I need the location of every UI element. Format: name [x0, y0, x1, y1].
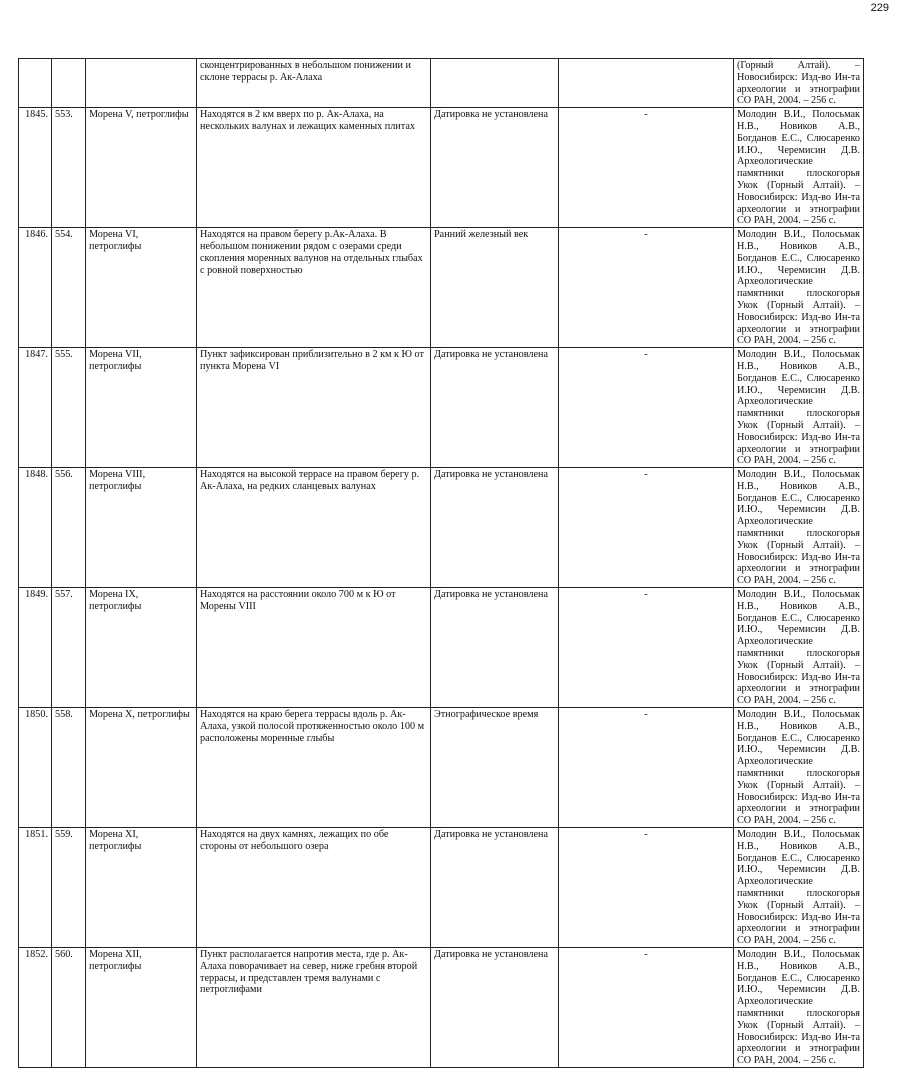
cell-description: Находятся на двух камнях, лежащих по обе стороны от небольшого озера [197, 828, 431, 948]
cell-dating: Датировка не установлена [431, 348, 559, 468]
table-row [19, 108, 864, 228]
cell-dash: - [559, 947, 734, 1067]
cell-name: Морена VII, петроглифы [86, 348, 197, 468]
cell-name: Морена XI, петроглифы [86, 828, 197, 948]
cell-subnum: 555. [52, 348, 86, 468]
cell-num: 1852. [19, 947, 52, 1067]
cell-description: Находятся на высокой террасе на правом берегу р. Ак-Алаха, на редких сланцевых валунах [197, 468, 431, 588]
cell-dash: - [559, 348, 734, 468]
cell-description: Пункт располагается напротив места, где р. Ак-Алаха поворачивает на север, ниже гребня второй террасы, и представлен тремя валунами с петроглифами [197, 947, 431, 1067]
cell-name: Морена XII, петроглифы [86, 947, 197, 1067]
cell-subnum: 556. [52, 468, 86, 588]
cell-subnum: 560. [52, 947, 86, 1067]
cell-num: 1846. [19, 228, 52, 348]
table-row [19, 228, 864, 348]
cell-dating: Этнографическое время [431, 708, 559, 828]
cell-dating: Датировка не установлена [431, 108, 559, 228]
cell-description: Находятся на правом берегу р.Ак-Алаха. В небольшом понижении рядом с озерами среди скопления моренных валунов на отдельных глыбах с ровной поверхностью [197, 228, 431, 348]
cell-num [19, 59, 52, 108]
table-row [19, 588, 864, 708]
cell-num: 1849. [19, 588, 52, 708]
cell-description: Находятся на краю берега террасы вдоль р. Ак-Алаха, узкой полосой протяженностью около 100 м расположены моренные глыбы [197, 708, 431, 828]
monuments-table [18, 58, 864, 1068]
cell-literature: (Горный Алтай). – Новосибирск: Изд-во Ин-та археологии и этнографии СО РАН, 2004. – 256 с. [734, 59, 864, 108]
table-row-continuation [19, 59, 864, 108]
cell-name: Морена VIII, петроглифы [86, 468, 197, 588]
cell-num: 1847. [19, 348, 52, 468]
cell-dating: Датировка не установлена [431, 468, 559, 588]
table-row [19, 947, 864, 1067]
cell-name: Морена IX, петроглифы [86, 588, 197, 708]
table-row [19, 348, 864, 468]
cell-literature: Молодин В.И., Полосьмак Н.В., Новиков А.В., Богданов Е.С., Слюсаренко И.Ю., Черемисин Д.В. Археологические памятники плоскогорья Укок (Горный Алтай). – Новосибирск: Изд-во Ин-та археологии и этнографии СО РАН, 2004. – 256 с. [734, 348, 864, 468]
cell-dash: - [559, 588, 734, 708]
cell-literature: Молодин В.И., Полосьмак Н.В., Новиков А.В., Богданов Е.С., Слюсаренко И.Ю., Черемисин Д.В. Археологические памятники плоскогорья Укок (Горный Алтай). – Новосибирск: Изд-во Ин-та археологии и этнографии СО РАН, 2004. – 256 с. [734, 108, 864, 228]
cell-subnum [52, 59, 86, 108]
cell-name: Морена VI, петроглифы [86, 228, 197, 348]
cell-name: Морена X, петроглифы [86, 708, 197, 828]
cell-literature: Молодин В.И., Полосьмак Н.В., Новиков А.В., Богданов Е.С., Слюсаренко И.Ю., Черемисин Д.В. Археологические памятники плоскогорья Укок (Горный Алтай). – Новосибирск: Изд-во Ин-та археологии и этнографии СО РАН, 2004. – 256 с. [734, 468, 864, 588]
cell-literature: Молодин В.И., Полосьмак Н.В., Новиков А.В., Богданов Е.С., Слюсаренко И.Ю., Черемисин Д.В. Археологические памятники плоскогорья Укок (Горный Алтай). – Новосибирск: Изд-во Ин-та археологии и этнографии СО РАН, 2004. – 256 с. [734, 947, 864, 1067]
page-number: 229 [870, 2, 889, 14]
cell-dash: - [559, 468, 734, 588]
cell-num: 1851. [19, 828, 52, 948]
cell-dash: - [559, 228, 734, 348]
cell-dating [431, 59, 559, 108]
cell-literature: Молодин В.И., Полосьмак Н.В., Новиков А.В., Богданов Е.С., Слюсаренко И.Ю., Черемисин Д.В. Археологические памятники плоскогорья Укок (Горный Алтай). – Новосибирск: Изд-во Ин-та археологии и этнографии СО РАН, 2004. – 256 с. [734, 828, 864, 948]
cell-dash: - [559, 108, 734, 228]
cell-description: Находятся на расстоянии около 700 м к Ю от Морены VIII [197, 588, 431, 708]
cell-literature: Молодин В.И., Полосьмак Н.В., Новиков А.В., Богданов Е.С., Слюсаренко И.Ю., Черемисин Д.В. Археологические памятники плоскогорья Укок (Горный Алтай). – Новосибирск: Изд-во Ин-та археологии и этнографии СО РАН, 2004. – 256 с. [734, 228, 864, 348]
cell-subnum: 559. [52, 828, 86, 948]
cell-num: 1848. [19, 468, 52, 588]
cell-dating: Датировка не установлена [431, 828, 559, 948]
cell-name: Морена V, петроглифы [86, 108, 197, 228]
cell-description: Находятся в 2 км вверх по р. Ак-Алаха, на нескольких валунах и лежащих каменных плитах [197, 108, 431, 228]
cell-dash [559, 59, 734, 108]
cell-dash: - [559, 708, 734, 828]
table-row [19, 468, 864, 588]
cell-description: сконцентрированных в небольшом понижении и склоне террасы р. Ак-Алаха [197, 59, 431, 108]
cell-subnum: 554. [52, 228, 86, 348]
cell-num: 1850. [19, 708, 52, 828]
cell-dating: Датировка не установлена [431, 588, 559, 708]
cell-subnum: 557. [52, 588, 86, 708]
cell-dating: Датировка не установлена [431, 947, 559, 1067]
table-row [19, 828, 864, 948]
cell-dating: Ранний железный век [431, 228, 559, 348]
cell-literature: Молодин В.И., Полосьмак Н.В., Новиков А.В., Богданов Е.С., Слюсаренко И.Ю., Черемисин Д.В. Археологические памятники плоскогорья Укок (Горный Алтай). – Новосибирск: Изд-во Ин-та археологии и этнографии СО РАН, 2004. – 256 с. [734, 708, 864, 828]
cell-subnum: 558. [52, 708, 86, 828]
cell-description: Пункт зафиксирован приблизительно в 2 км к Ю от пункта Морена VI [197, 348, 431, 468]
table-row [19, 708, 864, 828]
cell-literature: Молодин В.И., Полосьмак Н.В., Новиков А.В., Богданов Е.С., Слюсаренко И.Ю., Черемисин Д.В. Археологические памятники плоскогорья Укок (Горный Алтай). – Новосибирск: Изд-во Ин-та археологии и этнографии СО РАН, 2004. – 256 с. [734, 588, 864, 708]
cell-subnum: 553. [52, 108, 86, 228]
cell-name [86, 59, 197, 108]
cell-dash: - [559, 828, 734, 948]
cell-num: 1845. [19, 108, 52, 228]
